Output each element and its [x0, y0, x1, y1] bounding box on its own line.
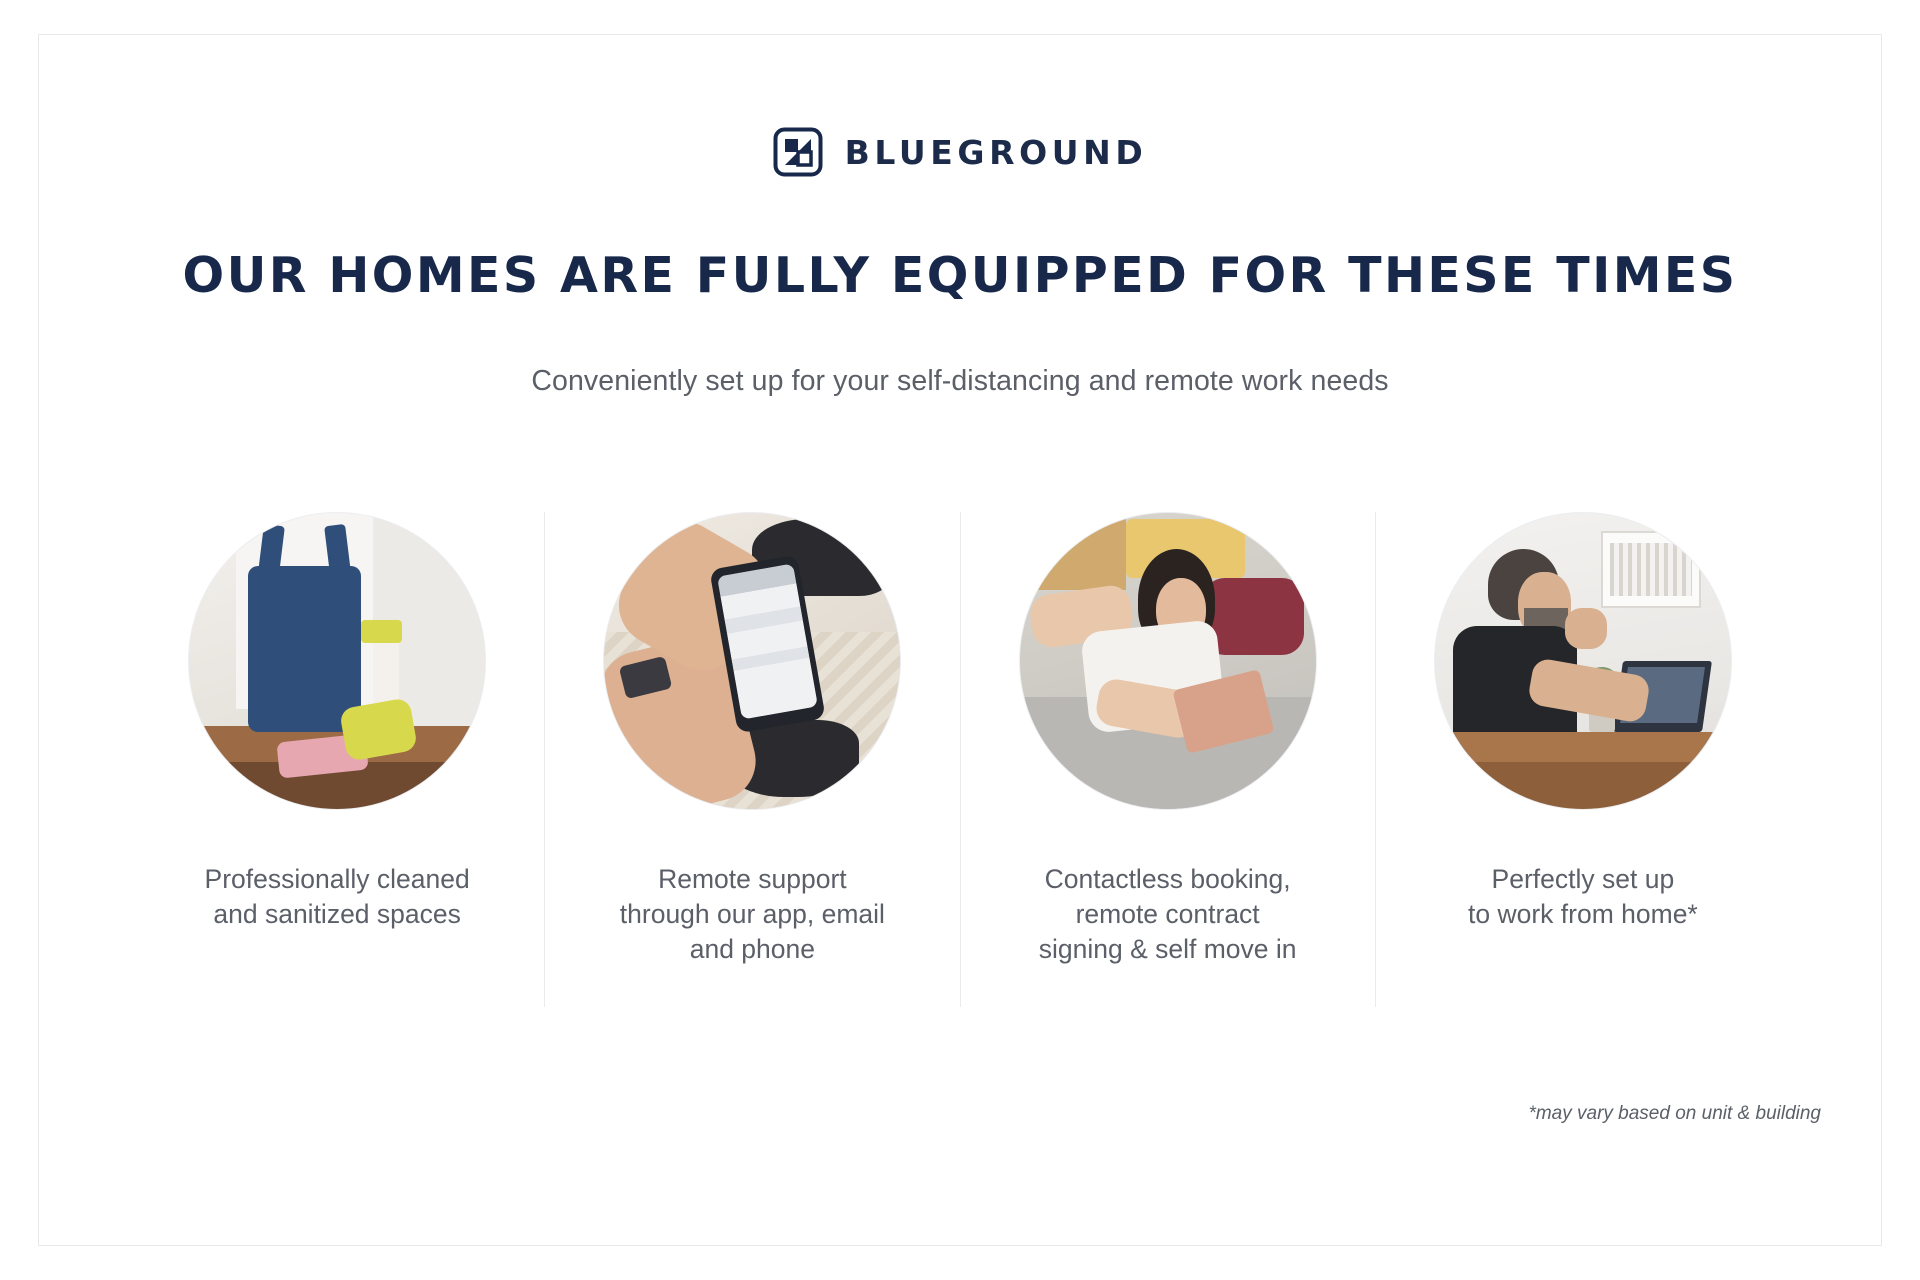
brand-name: BLUEGROUND — [844, 132, 1148, 172]
feature-caption — [1039, 862, 1297, 967]
caption-line: and sanitized spaces — [213, 899, 461, 930]
cleaner-wiping-counter-photo — [188, 512, 486, 810]
feature-caption — [1468, 862, 1698, 932]
caption-line: to work from home* — [1468, 899, 1698, 930]
caption-line: Contactless booking, — [1044, 864, 1291, 895]
footnote: *may vary based on unit & building — [1528, 1103, 1821, 1124]
poster-card — [38, 34, 1882, 1246]
feature-caption — [205, 862, 470, 932]
hands-holding-smartphone-photo — [603, 512, 901, 810]
feature-column-cleaning — [130, 512, 544, 1007]
caption-line: through our app, email — [619, 899, 885, 930]
feature-column-remote-support — [544, 512, 959, 1007]
feature-columns — [130, 512, 1790, 1007]
caption-line: signing & self move in — [1038, 934, 1297, 965]
man-working-at-desk-with-laptop-photo — [1434, 512, 1732, 810]
brand-lockup — [773, 127, 1148, 177]
feature-column-contactless-booking — [960, 512, 1375, 1007]
feature-caption — [620, 862, 885, 967]
caption-line: Professionally cleaned — [204, 864, 470, 895]
feature-column-work-from-home — [1375, 512, 1790, 1007]
woman-on-bed-with-tablet-photo — [1019, 512, 1317, 810]
caption-line: Perfectly set up — [1491, 864, 1675, 895]
page-title: OUR HOMES ARE FULLY EQUIPPED FOR THESE TIMES — [182, 247, 1738, 304]
caption-line: remote contract — [1075, 899, 1260, 930]
blueground-square-logo-icon — [773, 127, 823, 177]
caption-line: and phone — [689, 934, 815, 965]
page-subtitle: Conveniently set up for your self-distancing and remote work needs — [531, 364, 1389, 397]
caption-line: Remote support — [658, 864, 847, 895]
